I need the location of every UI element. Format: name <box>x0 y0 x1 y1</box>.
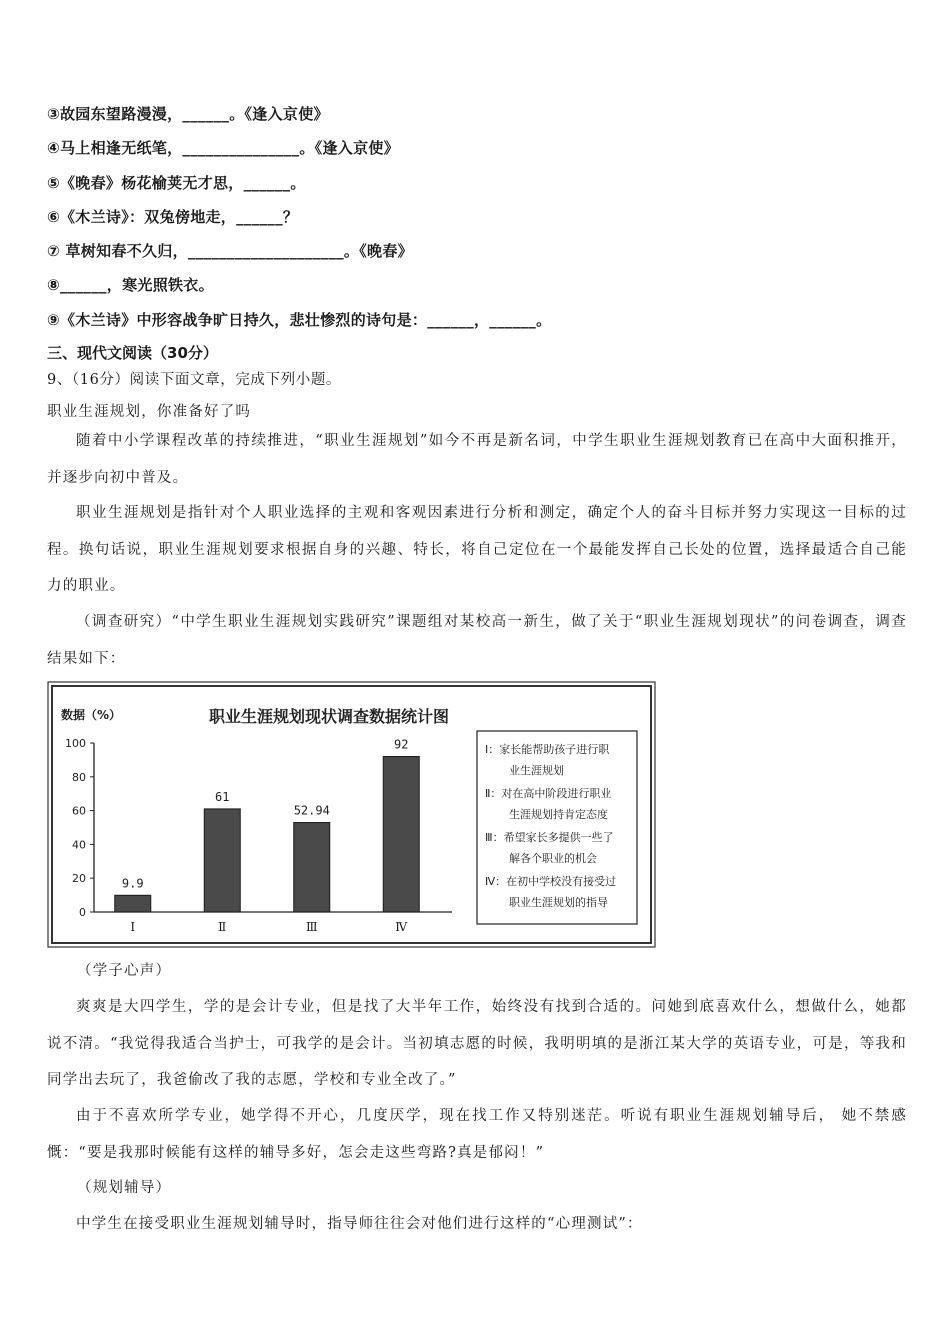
legend-entry-text: 职业生涯规划的指导 <box>509 896 608 909</box>
chart-title: 职业生涯规划现状调查数据统计图 <box>208 707 450 726</box>
y-tick-label: 60 <box>72 804 86 818</box>
bar-value-label: 92 <box>394 737 409 752</box>
paragraph-6: 由于不喜欢所学专业，她学得不开心，几度厌学，现在找工作又特别迷茫。听说有职业生涯规划辅导后， 她不禁感慨：“要是我那时候能有这样的辅导多好，怎会走这些弯路?真是郁闷！” <box>47 1108 907 1161</box>
paragraph-2: 职业生涯规划是指针对个人职业选择的主观和客观因素进行分析和测定，确定个人的奋斗目标并努力实现这一目标的过程。换句话说，职业生涯规划要求根据自身的兴趣、特长，将自己定位在一个最能发挥自己长处的位置，选择最适合自己能力的职业。 <box>47 505 907 594</box>
paragraph-3: （调查研究）“中学生职业生涯规划实践研究”课题组对某校高一新生，做了关于“职业生涯规划现状”的问卷调查，调查结果如下： <box>47 614 907 667</box>
y-axis-label: 数据（%） <box>61 708 122 722</box>
y-tick-label: 100 <box>65 737 86 750</box>
paragraph-1: 随着中小学课程改革的持续推进，“职业生涯规划”如今不再是新名词，中学生职业生涯规划教育已在高中大面积推开，并逐步向初中普及。 <box>47 433 907 486</box>
paragraph-5: 爽爽是大四学生，学的是会计专业，但是找了大半年工作，始终没有找到合适的。问她到底喜欢什么，想做什么，她都说不清。“我觉得我适合当护士，可我学的是会计。当初填志愿的时候，我明明填的是浙江某大学的英语专业，可是，等我和同学出去玩了，我爸偷改了我的志愿，学校和专业全改了。” <box>47 999 907 1088</box>
x-tick-label: Ⅰ <box>130 920 136 934</box>
x-tick-label: Ⅳ <box>395 920 408 934</box>
x-tick-label: Ⅲ <box>305 920 318 934</box>
bar-2 <box>204 809 240 912</box>
legend-entry-text: Ⅰ：家长能帮助孩子进行职 <box>485 743 610 756</box>
section-label-voices: （学子心声） <box>77 963 172 979</box>
bar-4 <box>383 757 419 912</box>
y-tick-label: 0 <box>79 906 86 919</box>
bar-3 <box>294 823 330 912</box>
fill-in-item-3: ③故园东望路漫漫，______。《逢入京使》 <box>47 105 329 123</box>
legend-entry-text: Ⅳ：在初中学校没有接受过 <box>485 875 617 888</box>
y-tick-label: 40 <box>72 838 86 852</box>
y-tick-label: 80 <box>72 770 86 784</box>
section-title: 三、现代文阅读（30分） <box>47 344 218 362</box>
paragraph-8: 中学生在接受职业生涯规划辅导时，指导师往往会对他们进行这样的“心理测试”： <box>76 1216 643 1232</box>
section-label-guidance: （规划辅导） <box>77 1180 172 1196</box>
chart-figure <box>47 681 656 948</box>
x-tick-label: Ⅱ <box>218 920 227 934</box>
fill-in-item-7: ⑦ 草树知春不久归，____________________。《晚春》 <box>47 242 413 260</box>
article-title: 职业生涯规划，你准备好了吗 <box>47 404 252 420</box>
fill-in-item-4: ④马上相逢无纸笔，_______________。《逢入京使》 <box>47 139 400 157</box>
legend-entry-text: Ⅲ：希望家长多提供一些了 <box>485 831 614 844</box>
legend-entry-text: 解各个职业的机会 <box>509 852 597 865</box>
bar-value-label: 61 <box>215 789 230 804</box>
bar-value-label: 52.94 <box>293 803 330 818</box>
y-tick-label: 20 <box>72 872 86 886</box>
legend-entry-text: 业生涯规划 <box>509 764 564 777</box>
fill-in-item-9: ⑨《木兰诗》中形容战争旷日持久，悲壮惨烈的诗句是：______，______。 <box>47 311 552 329</box>
bar-1 <box>115 895 151 912</box>
fill-in-item-8: ⑧______，寒光照铁衣。 <box>47 276 214 294</box>
chart-legend <box>477 731 637 924</box>
legend-entry-text: Ⅱ：对在高中阶段进行职业 <box>485 787 612 800</box>
fill-in-item-6: ⑥《木兰诗》：双兔傍地走，______？ <box>47 208 299 226</box>
question-prompt: 9、（16分）阅读下面文章，完成下列小题。 <box>47 372 342 388</box>
legend-entry-text: 生涯规划持肯定态度 <box>509 808 608 821</box>
fill-in-item-5: ⑤《晚春》杨花榆荚无才思，______。 <box>47 174 306 192</box>
bar-chart <box>47 681 656 948</box>
bar-value-label: 9.9 <box>121 876 144 891</box>
